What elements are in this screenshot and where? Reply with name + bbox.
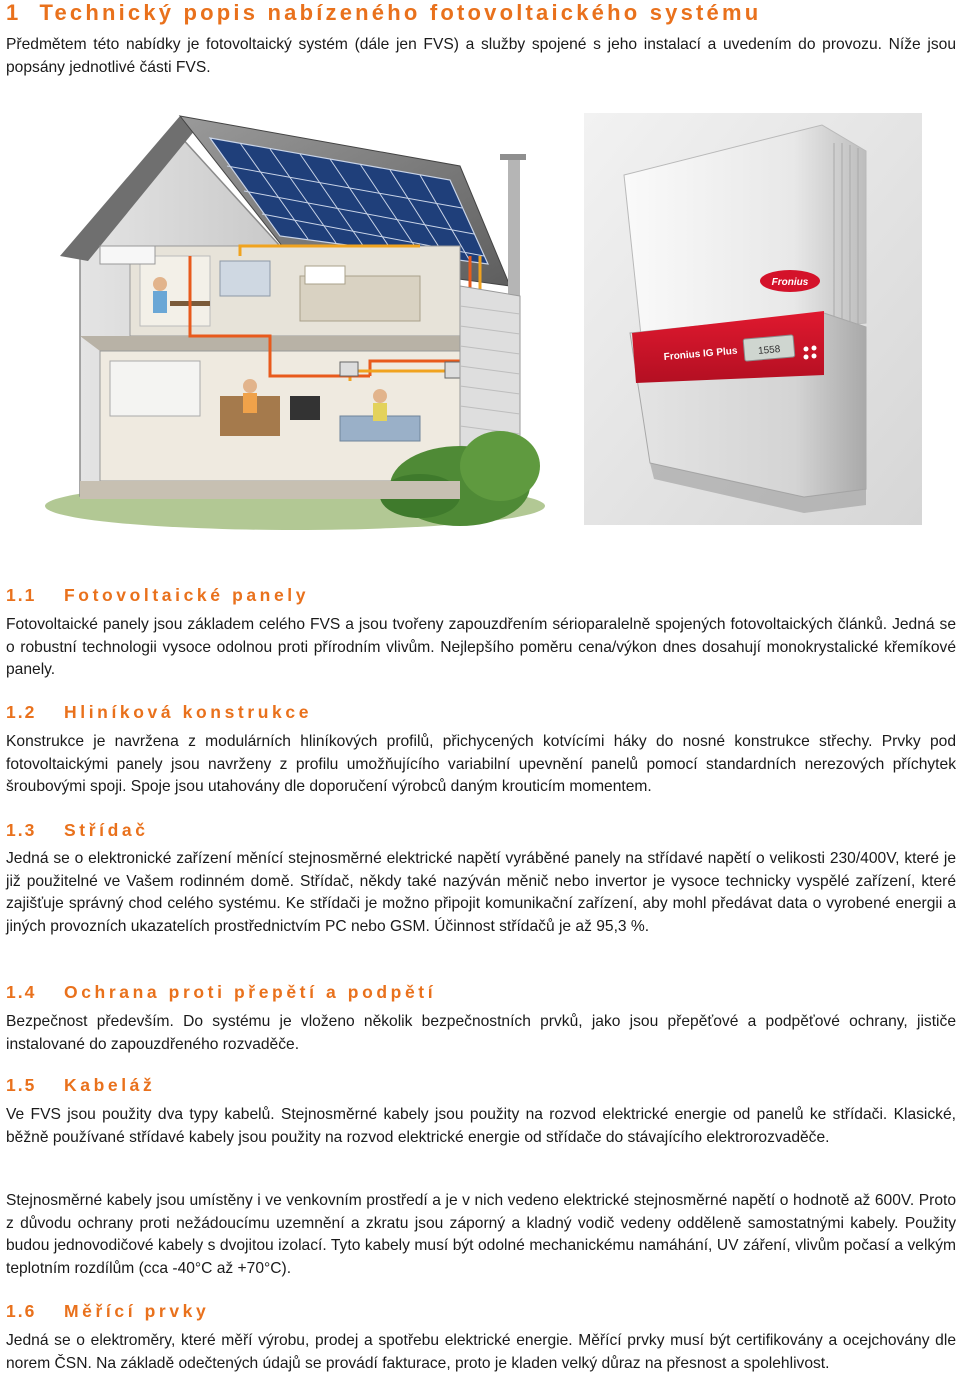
section-1-6-paragraph: Jedná se o elektroměry, které měří výrobu, prodej a spotřebu elektrické energie. Měřící prvky musí být certifikovány a ocejchovány dle norem ČSN. Na základě odečtených údajů se provádí fakturace, proto je kladen velký důraz na přesnost a spolehlivost. — [6, 1332, 956, 1372]
inverter-display: 1558 — [757, 344, 781, 357]
section-heading-1-3: 1.3 Střídač — [6, 820, 149, 840]
inverter-model-label: Fronius IG Plus — [663, 345, 738, 363]
section-1-3-paragraph: Jedná se o elektronické zařízení měnící stejnosměrné elektrické napětí vyráběné panely na střídavé napětí o velikosti 230/400V, které je již použitelné ve Vašem rodinném domě. Střídač, někdy také nazýván měnič nebo invertor je vysoce technicky vyspělé zařízení, které zajišťuje správný chod celého systému. Ke střídači je možno připojit komunikační zařízení, aby mohl předávat data o vyrobené energii a jiných provozních ukazatelích prostřednictvím PC nebo GSM. Účinnost střídačů je až 95,3 %. — [6, 850, 956, 935]
section-heading-1-4: 1.4 Ochrana proti přepětí a podpětí — [6, 982, 437, 1002]
section-heading-1-6: 1.6 Měřící prvky — [6, 1301, 210, 1321]
main-heading-number: 1 — [6, 0, 22, 25]
section-heading-1-5: 1.5 Kabeláž — [6, 1075, 156, 1095]
section-1-2-paragraph: Konstrukce je navržena z modulárních hliníkových profilů, přichycených kotvícími háky do nosné konstrukce střechy. Prvky pod fotovoltaickými panely jsou navrženy z profilu umožňujícího variabilní upevnění panelů pomocí standardních nerezových příchytek šroubovými spoji. Spoje jsou utahovány dle doporučení výrobců daným krouticím momentem. — [6, 733, 956, 796]
main-heading-title: Technický popis nabízeného fotovoltaického systému — [39, 0, 762, 25]
svg-text:Fronius: Fronius — [771, 277, 809, 288]
section-1-5-paragraph-1: Ve FVS jsou použity dva typy kabelů. Stejnosměrné kabely jsou použity na rozvod elektrické energie od panelů ke střídači. Klasické, běžně používané střídavé kabely jsou použity na rozvod elektrické energie od střídače do stávajícího elektrorozvaděče. — [6, 1106, 956, 1146]
house-illustration — [40, 96, 550, 532]
intro-paragraph: Předmětem této nabídky je fotovoltaický systém (dále jen FVS) a služby spojené s jeho instalací a uvedením do provozu. Níže jsou popsány jednotlivé části FVS. — [6, 36, 956, 76]
fronius-logo — [760, 270, 820, 292]
section-heading-1-1: 1.1 Fotovoltaické panely — [6, 585, 310, 605]
section-heading-1-2: 1.2 Hliníková konstrukce — [6, 702, 313, 722]
section-1-1-paragraph: Fotovoltaické panely jsou základem celého FVS a jsou tvořeny zapouzdřením sérioparalelně spojených fotovoltaických článků. Jedná se o robustní technologii vysoce odolnou proti přírodním vlivům. Nejlepšího poměru cena/výkon dnes dosahují monokrystalické křemíkové panely. — [6, 616, 956, 679]
inverter-photo — [584, 113, 922, 525]
section-1-4-paragraph: Bezpečnost především. Do systému je vloženo několik bezpečnostních prvků, jako jsou přepěťové a podpěťové ochrany, jističe instalované do zapouzdřeného rozvaděče. — [6, 1013, 956, 1053]
main-heading — [6, 0, 956, 26]
section-1-5-paragraph-2: Stejnosměrné kabely jsou umístěny i ve venkovním prostředí a je v nich vedeno elektrické stejnosměrné napětí o hodnotě až 600V. Proto z důvodu ochrany proti nežádoucímu uzemnění a zkratu jsou záporný a kladný vodič vedeny odděleně samostatnými kabely. Použity budou jednovodičové kabely s dvojitou izolací. Tyto kabely musí být odolné mechanickému namáhání, UV záření, vlivům počasí a velkým teplotním rozdílům (cca -40°C až +70°C). — [6, 1192, 956, 1277]
